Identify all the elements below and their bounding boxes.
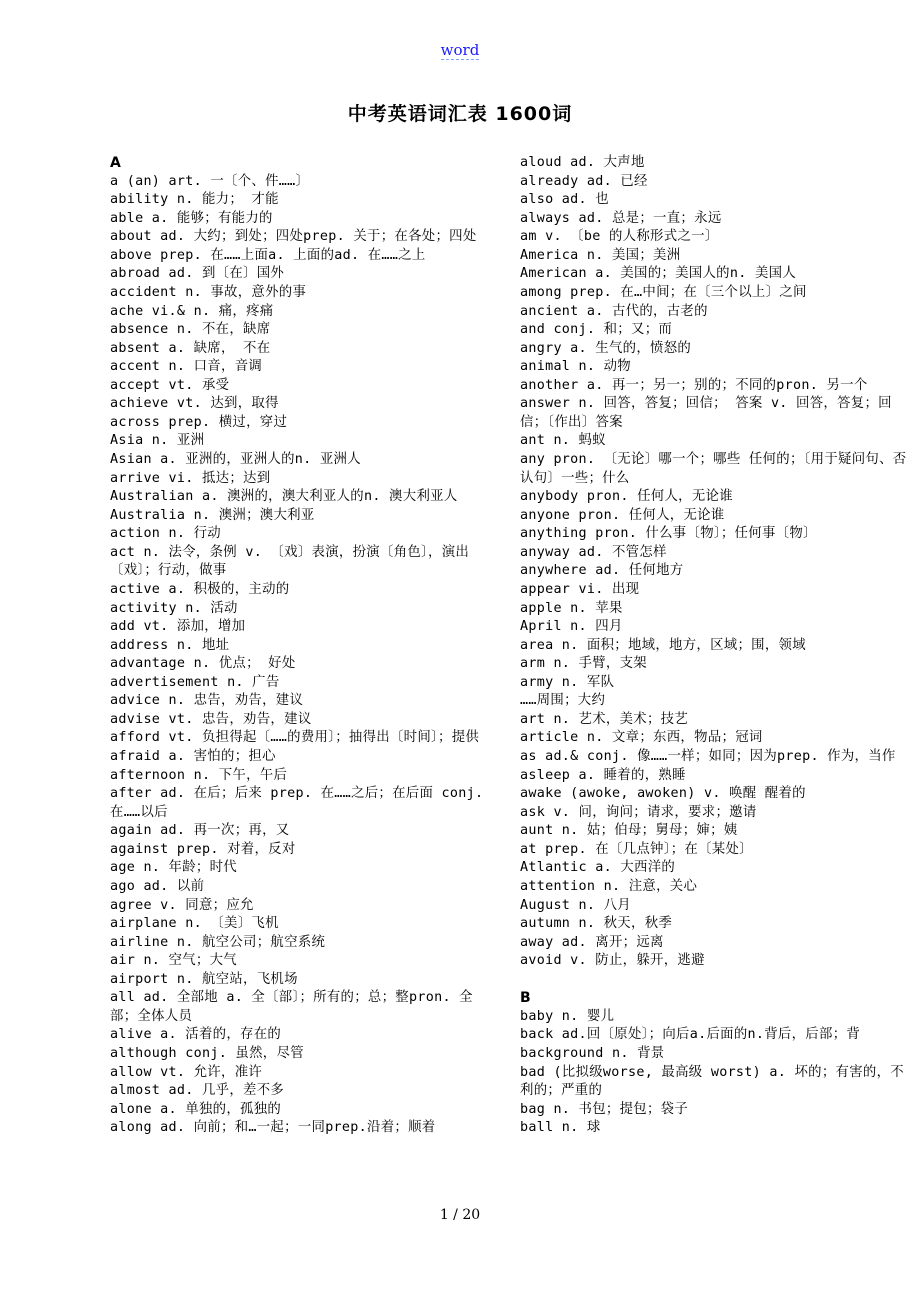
vocabulary-entry: absence n. 不在，缺席 <box>110 322 271 338</box>
vocabulary-entry: about ad. 大约；到处；四处prep. 关于；在各处；四处 <box>110 229 477 245</box>
vocabulary-entry: accent n. 口音，音调 <box>110 359 263 375</box>
vocabulary-entry: area n. 面积；地域，地方，区域；围，领域 <box>520 637 806 653</box>
vocabulary-entry: anyone pron. 任何人，无论谁 <box>520 507 725 523</box>
vocabulary-entry: anything pron. 什么事〔物〕；任何事〔物〕 <box>520 526 817 542</box>
header-word-link[interactable]: word <box>440 41 480 59</box>
vocabulary-entry: airline n. 航空公司；航空系统 <box>110 934 326 950</box>
vocabulary-entry: another a. 再一；另一；别的；不同的pron. 另一个 <box>520 377 868 393</box>
vocabulary-entry: afternoon n. 下午，午后 <box>110 767 288 783</box>
vocabulary-entry: Asian a. 亚洲的，亚洲人的n. 亚洲人 <box>110 452 361 467</box>
vocabulary-entry: August n. 八月 <box>520 897 631 913</box>
vocabulary-entry: air n. 空气；大气 <box>110 953 237 969</box>
vocabulary-entry: advertisement n. 广告 <box>110 674 280 690</box>
vocabulary-entry: alive a. 活着的，存在的 <box>110 1027 282 1043</box>
vocabulary-entry: arm n. 手臂，支架 <box>520 656 647 672</box>
vocabulary-entry: advise vt. 忠告，劝告，建议 <box>110 711 312 727</box>
vocabulary-entry: action n. 行动 <box>110 526 221 542</box>
vocabulary-entry: away ad. 离开；远离 <box>520 934 664 950</box>
vocabulary-entry: Australia n. 澳洲；澳大利亚 <box>110 507 315 523</box>
vocabulary-entry: bag n. 书包；提包；袋子 <box>520 1101 689 1117</box>
vocabulary-entry: among prep. 在…中间；在〔三个以上〕之间 <box>520 284 807 300</box>
vocabulary-entry: Atlantic a. 大西洋的 <box>520 860 676 876</box>
vocabulary-entry: ability n. 能力； 才能 <box>110 192 279 208</box>
vocabulary-entry: ask v. 问，询问；请求，要求；邀请 <box>520 804 757 820</box>
vocabulary-entry: active a. 积极的，主动的 <box>110 581 290 597</box>
vocabulary-entry: all ad. 全部地 a. 全〔部〕；所有的；总；整pron. 全部；全体人员 <box>110 990 473 1024</box>
vocabulary-entry: also ad. 也 <box>520 192 609 208</box>
vocabulary-entry: above prep. 在……上面a. 上面的ad. 在……之上 <box>110 247 426 263</box>
vocabulary-entry: avoid v. 防止，躲开，逃避 <box>520 953 705 969</box>
vocabulary-entry: background n. 背景 <box>520 1045 665 1061</box>
vocabulary-entry: address n. 地址 <box>110 637 230 653</box>
vocabulary-entry: angry a. 生气的，愤怒的 <box>520 340 692 356</box>
vocabulary-entry: article n. 文章；东西，物品；冠词 <box>520 730 763 746</box>
vocabulary-entry: ……周围；大约 <box>520 693 606 709</box>
vocabulary-entry: activity n. 活动 <box>110 600 238 616</box>
vocabulary-entry: answer n. 回答，答复；回信； 答案 v. 回答，答复；回信；〔作出〕答案 <box>520 396 892 430</box>
vocabulary-entry: Asia n. 亚洲 <box>110 433 205 449</box>
vocabulary-entry: and conj. 和；又；而 <box>520 322 673 338</box>
vocabulary-entry: ancient a. 古代的，古老的 <box>520 303 708 319</box>
vocabulary-column-right <box>520 154 916 1138</box>
vocabulary-entry: army n. 军队 <box>520 674 615 690</box>
vocabulary-entry: a (an) art. 一〔个、件……〕 <box>110 173 310 189</box>
vocabulary-entry: achieve vt. 达到，取得 <box>110 396 279 412</box>
vocabulary-entry: autumn n. 秋天，秋季 <box>520 916 673 932</box>
page-number: 1 / 20 <box>439 1207 481 1223</box>
vocabulary-entry: after ad. 在后；后来 prep. 在……之后；在后面 conj. 在……以后 <box>110 786 484 820</box>
vocabulary-entry: ball n. 球 <box>520 1120 601 1136</box>
vocabulary-entry: already ad. 已经 <box>520 173 648 189</box>
vocabulary-entry: animal n. 动物 <box>520 359 631 375</box>
vocabulary-entry: Australian a. 澳洲的，澳大利亚人的n. 澳大利亚人 <box>110 489 458 505</box>
vocabulary-column-left <box>110 154 495 1138</box>
vocabulary-entry: always ad. 总是；一直；永远 <box>520 210 722 226</box>
section-letter-heading: A <box>110 155 122 171</box>
blank-line <box>520 971 916 990</box>
vocabulary-entry: arrive vi. 抵达；达到 <box>110 470 271 486</box>
vocabulary-entry: afford vt. 负担得起〔……的费用〕；抽得出〔时间〕；提供 <box>110 730 480 746</box>
header-word-link-container <box>0 41 920 59</box>
vocabulary-entry: able a. 能够；有能力的 <box>110 210 273 226</box>
vocabulary-entry: any pron. 〔无论〕哪一个；哪些 任何的；〔用于疑问句、否认句〕一些；什么 <box>520 452 907 486</box>
vocabulary-entry: America n. 美国；美洲 <box>520 247 681 263</box>
vocabulary-entry: apple n. 苹果 <box>520 600 623 616</box>
vocabulary-entry: act n. 法令，条例 v. 〔戏〕表演，扮演〔角色〕，演出〔戏〕；行动，做事 <box>110 544 470 579</box>
vocabulary-entry: as ad.& conj. 像……一样；如同；因为prep. 作为，当作 <box>520 749 896 764</box>
vocabulary-entry: against prep. 对着，反对 <box>110 841 296 857</box>
vocabulary-entry: alone a. 单独的，孤独的 <box>110 1101 282 1117</box>
vocabulary-entry: afraid a. 害怕的；担心 <box>110 749 276 764</box>
vocabulary-entry: accident n. 事故，意外的事 <box>110 284 307 300</box>
vocabulary-entry: advice n. 忠告，劝告，建议 <box>110 693 304 709</box>
vocabulary-entry: appear vi. 出现 <box>520 581 640 597</box>
vocabulary-entry: am v. 〔be 的人称形式之一〕 <box>520 229 719 245</box>
vocabulary-entry: absent a. 缺席， 不在 <box>110 340 271 356</box>
vocabulary-entry: bad (比拟级worse, 最高级 worst) a. 坏的；有害的，不利的；严重的 <box>520 1064 904 1099</box>
vocabulary-entry: April n. 四月 <box>520 619 623 635</box>
vocabulary-entry: ant n. 蚂蚁 <box>520 433 606 449</box>
vocabulary-entry: abroad ad. 到〔在〕国外 <box>110 266 285 282</box>
vocabulary-entry: anywhere ad. 任何地方 <box>520 563 684 579</box>
vocabulary-entry: although conj. 虽然，尽管 <box>110 1046 304 1061</box>
vocabulary-entry: ago ad. 以前 <box>110 878 205 894</box>
vocabulary-entry: airport n. 航空站，飞机场 <box>110 971 298 987</box>
vocabulary-entry: at prep. 在〔几点钟〕；在〔某处〕 <box>520 841 753 857</box>
vocabulary-entry: almost ad. 几乎，差不多 <box>110 1083 285 1099</box>
vocabulary-entry: agree v. 同意；应允 <box>110 897 254 913</box>
vocabulary-entry: along ad. 向前；和…一起；一同prep.沿着；顺着 <box>110 1120 436 1136</box>
document-title: 中考英语词汇表 1600词 <box>347 103 573 125</box>
vocabulary-entry: accept vt. 承受 <box>110 377 230 393</box>
vocabulary-entry: airplane n. 〔美〕飞机 <box>110 916 279 932</box>
vocabulary-entry: advantage n. 优点； 好处 <box>110 656 296 672</box>
vocabulary-entry: allow vt. 允许，准许 <box>110 1064 263 1080</box>
vocabulary-entry: across prep. 横过，穿过 <box>110 414 288 430</box>
vocabulary-entry: again ad. 再一次；再，又 <box>110 823 290 839</box>
vocabulary-entry: American a. 美国的；美国人的n. 美国人 <box>520 266 797 282</box>
vocabulary-entry: anybody pron. 任何人，无论谁 <box>520 489 733 505</box>
vocabulary-entry: add vt. 添加，增加 <box>110 619 246 635</box>
vocabulary-entry: awake (awoke, awoken) v. 唤醒 醒着的 <box>520 786 806 802</box>
vocabulary-entry: anyway ad. 不管怎样 <box>520 544 667 560</box>
vocabulary-entry: back ad.回〔原处〕；向后a.后面的n.背后，后部；背 <box>520 1027 861 1043</box>
vocabulary-entry: aunt n. 姑；伯母；舅母；婶；姨 <box>520 823 738 839</box>
vocabulary-entry: art n. 艺术，美术；技艺 <box>520 711 689 727</box>
vocabulary-entry: asleep a. 睡着的，熟睡 <box>520 767 686 783</box>
vocabulary-entry: ache vi.& n. 痛，疼痛 <box>110 303 274 319</box>
section-letter-heading: B <box>520 990 531 1007</box>
vocabulary-entry: baby n. 婴儿 <box>520 1008 615 1024</box>
vocabulary-entry: attention n. 注意，关心 <box>520 878 698 894</box>
vocabulary-entry: age n. 年龄；时代 <box>110 860 237 876</box>
vocabulary-entry: aloud ad. 大声地 <box>520 155 645 170</box>
